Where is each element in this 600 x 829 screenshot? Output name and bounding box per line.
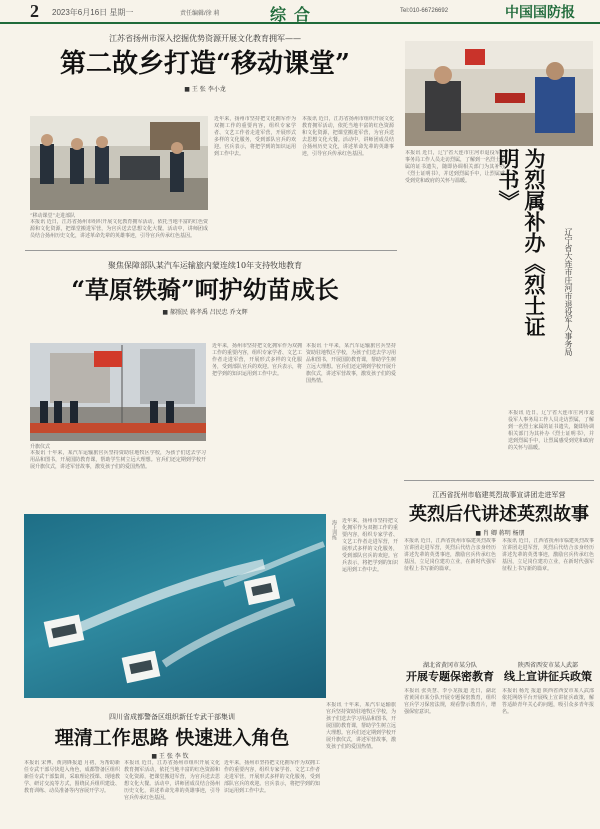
story5-text-a: 本报讯 宋博、黄剑锋报道 月初，为帮助新任专武干部尽快进入角色，成都警备区组织新任专武干部集训，采取理论授课、现地教学、研讨交流等方式，围绕民兵组织建设、教育训练、动员准备等内容展开学习。 (24, 760, 120, 794)
story7-text: 本报讯 杨光 报道 陕西省西安市某人武部依托网络平台开展线上宣讲征兵政策，解答适龄青年关心的问题，吸引众多青年报名。 (502, 688, 594, 715)
story4-text-a: 本报讯 近日，江西省抚州市临建英烈故事宣讲团走进军营，英烈后代结合亲身经历讲述先辈的英勇事迹，激励官兵传承红色基因，立足岗位建功立业，在新时代强军征程上书写新的篇章。 (404, 538, 496, 572)
certificate-handover-image (405, 41, 593, 146)
story2-kicker: 聚焦保障部队某汽车运输旅内蒙连续10年支持牧地教育 (107, 261, 303, 270)
flag-raising-image (30, 343, 206, 441)
page-number: 2 (30, 1, 39, 21)
story2-text-a: 本报讯 十年来，某汽车运输旅官兵坚持资助驻地牧区学校，为孩子们送去学习用品和图书，开展国防教育课，帮助学生树立远大理想。官兵们还定期到学校开展升旗仪式，讲述军营故事，激发孩子们的爱国热情。 (30, 450, 206, 470)
story5-byline: ■ 王 张 李 钦 (151, 753, 189, 760)
story1-caption: “移动课堂”走进部队 (30, 213, 76, 219)
story1-text-c: 本报讯 近日，江苏省扬州市组织开展文化教育拥军活动，依托当地丰富的红色资源和文化资源，把课堂搬进军营，为官兵送去思想文化大餐。活动中，讲师团成员结合扬州历史文化，讲述革命先辈的英雄事迹，引导官兵传承红色基因。 (302, 116, 394, 157)
story3-subtitle: 辽宁省大连市庄河市退役军人事务局 (564, 228, 573, 356)
story1-kicker: 江苏省扬州市深入挖掘优势资源开展文化教育拥军—— (109, 34, 301, 43)
issue-date: 2023年6月16日 星期一 (52, 8, 134, 17)
story1-photo (30, 116, 208, 210)
story2-byline: ■ 郝照民 蒋孝禹 吕民忠 乔文辉 (162, 309, 248, 316)
story5-kicker: 四川省成都警备区组织新任专武干部集训 (109, 713, 235, 721)
story1-byline: ■ 王 张 李小龙 (184, 86, 226, 93)
story2-photo (30, 343, 206, 441)
story5-text-d: 本报讯 十年来，某汽车运输旅官兵坚持资助驻地牧区学校，为孩子们送去学习用品和图书，开展国防教育课，帮助学生树立远大理想。官兵们还定期到学校开展升旗仪式，讲述军营故事，激发孩子们的爱国热情。 (326, 702, 396, 750)
story4-text-b: 本报讯 近日，江西省抚州市临建英烈故事宣讲团走进军营，英烈后代结合亲身经历讲述先辈的英勇事迹，激励官兵传承红色基因，立足岗位建功立业，在新时代强军征程上书写新的篇章。 (502, 538, 594, 572)
story1-text-a: 本报讯 近日，江苏省扬州市组织开展文化教育拥军活动，依托当地丰富的红色资源和文化资源，把课堂搬进军营，为官兵送去思想文化大餐。活动中，讲师团成员结合扬州历史文化，讲述革命先辈的英雄事迹，引导官兵传承红色基因。 (30, 219, 208, 239)
story1-text-b: 近年来，扬州市坚持把文化拥军作为双拥工作的重要内容，组织专家学者、文艺工作者走进军营，开展形式多样的文化服务，受到部队官兵的欢迎。官兵表示，将把学到的知识运用到工作中去。 (214, 116, 296, 157)
classroom-image (30, 116, 208, 210)
story6-kicker: 湖北省黄冈市某分队 (422, 662, 477, 669)
story2-title: “草原铁骑”呵护幼苗成长 (71, 275, 339, 304)
story1-title: 第二故乡打造“移动课堂” (60, 49, 350, 79)
story3-photo (405, 41, 593, 146)
story4-title: 英烈后代讲述英烈故事 (409, 504, 589, 525)
story2-text-b: 近年来，扬州市坚持把文化拥军作为双拥工作的重要内容，组织专家学者、文艺工作者走进军营，开展形式多样的文化服务，受到部队官兵的欢迎。官兵表示，将把学到的知识运用到工作中去。 (212, 343, 302, 377)
story3-text-a: 本报讯 近日，辽宁省大连市庄河市退役军人事务局工作人员走访烈属，了解到一名烈士家属的证书遗失，随即协调相关部门为其补办《烈士证明书》，并送到烈属手中，让烈属感受到党和政府的关怀与温暖。 (405, 150, 505, 184)
divider (25, 250, 397, 251)
boats-image (24, 514, 326, 698)
newspaper-logo: 中国国防报 (505, 5, 575, 21)
story2-text-c: 本报讯 十年来，某汽车运输旅官兵坚持资助驻地牧区学校，为孩子们送去学习用品和图书，开展国防教育课，帮助学生树立远大理想。官兵们还定期到学校开展升旗仪式，讲述军营故事，激发孩子们的爱国热情。 (306, 343, 396, 384)
story6-text: 本报讯 张英慧、李小龙报道 近日，湖北省黄冈市某分队开展专题保密教育，组织官兵学习保密法规，观看警示教育片，增强保密意识。 (404, 688, 496, 715)
story3-title: 为烈属补办《烈士证明书》 (496, 148, 547, 337)
story2-caption: 升旗仪式 (30, 444, 51, 450)
divider (404, 480, 594, 481)
editor-credit: 责任编辑/徐 莉 (180, 11, 220, 17)
story4-kicker: 江西省抚州市临建英烈故事宣讲团走进军营 (432, 491, 566, 499)
story5-text-b: 本报讯 近日，江苏省扬州市组织开展文化教育拥军活动，依托当地丰富的红色资源和文化资源，把课堂搬进军营，为官兵送去思想文化大餐。活动中，讲师团成员结合扬州历史文化，讲述革命先辈的英雄事迹，引导官兵传承红色基因。 (124, 760, 220, 801)
telephone: Tel:010-66726692 (400, 8, 449, 14)
section-name: 综合 (270, 5, 319, 24)
story4-byline: ■ 肖 卿 蒋明 杨朋 (475, 530, 525, 537)
boat-photo-caption: 海上训练 (331, 520, 337, 540)
story7-kicker: 陕西省西安市某人武部 (517, 662, 578, 669)
story7-title: 线上宣讲征兵政策 (504, 670, 592, 683)
story4-photo (24, 514, 326, 698)
story5-title: 理清工作思路 快速进入角色 (54, 727, 290, 749)
story3-text-b: 本报讯 近日，辽宁省大连市庄河市退役军人事务局工作人员走访烈属，了解到一名烈士家属的证书遗失，随即协调相关部门为其补办《烈士证明书》，并送到烈属手中，让烈属感受到党和政府的关怀与温暖。 (508, 410, 594, 451)
boat-side-text: 近年来，扬州市坚持把文化拥军作为双拥工作的重要内容，组织专家学者、文艺工作者走进军营，开展形式多样的文化服务，受到部队官兵的欢迎。官兵表示，将把学到的知识运用到工作中去。 (342, 518, 398, 573)
story6-title: 开展专题保密教育 (406, 670, 494, 683)
story5-text-c: 近年来，扬州市坚持把文化拥军作为双拥工作的重要内容，组织专家学者、文艺工作者走进军营，开展形式多样的文化服务，受到部队官兵的欢迎。官兵表示，将把学到的知识运用到工作中去。 (224, 760, 320, 794)
